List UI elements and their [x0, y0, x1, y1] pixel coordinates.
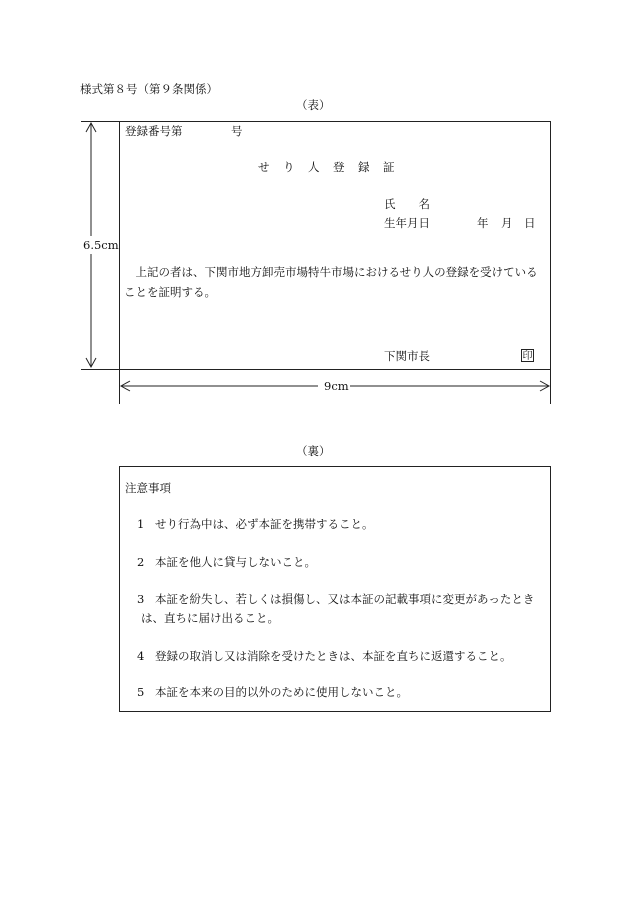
registration-number-suffix: 号	[231, 124, 243, 138]
note-item-2-text: 本証を他人に貸与しないこと。	[155, 555, 316, 569]
note-item-4-number: 4	[137, 649, 145, 663]
registration-number-prefix: 登録番号第	[125, 124, 183, 138]
name-label: 氏 名	[384, 197, 430, 211]
dob-day: 日	[524, 216, 536, 230]
note-item-1-text: せり行為中は、必ず本証を携帯すること。	[155, 517, 374, 531]
note-item-3-text: 本証を紛失し、若しくは損傷し、又は本証の記載事項に変更があったときは、直ちに届け出ること。	[141, 592, 535, 625]
dob-label: 生年月日	[384, 216, 430, 230]
dob-year: 年	[477, 216, 489, 230]
notes-heading: 注意事項	[125, 481, 171, 495]
note-item-1-number: 1	[137, 517, 145, 531]
note-item-3-number: 3	[137, 592, 145, 606]
note-item-5-text: 本証を本来の目的以外のために使用しないこと。	[155, 685, 408, 699]
back-label: （裏）	[296, 444, 331, 458]
front-label: （表）	[296, 98, 331, 112]
back-card	[119, 466, 551, 712]
form-title: 様式第８号（第９条関係）	[80, 82, 218, 96]
card-title: せ り 人 登 録 証	[258, 160, 396, 174]
note-item-4-text: 登録の取消し又は消除を受けたときは、本証を直ちに返還すること。	[155, 649, 512, 663]
dob-month: 月	[501, 216, 513, 230]
width-dimension-label: 9cm	[324, 379, 349, 393]
issuer-label: 下関市長	[384, 349, 430, 363]
certification-text: 上記の者は、下関市地方卸売市場特牛市場におけるせり人の登録を受けていることを証明する。	[124, 265, 538, 299]
note-item-5-number: 5	[137, 685, 145, 699]
height-dimension-label: 6.5cm	[83, 238, 119, 252]
note-item-2-number: 2	[137, 555, 145, 569]
seal-stamp: 印	[522, 351, 533, 362]
